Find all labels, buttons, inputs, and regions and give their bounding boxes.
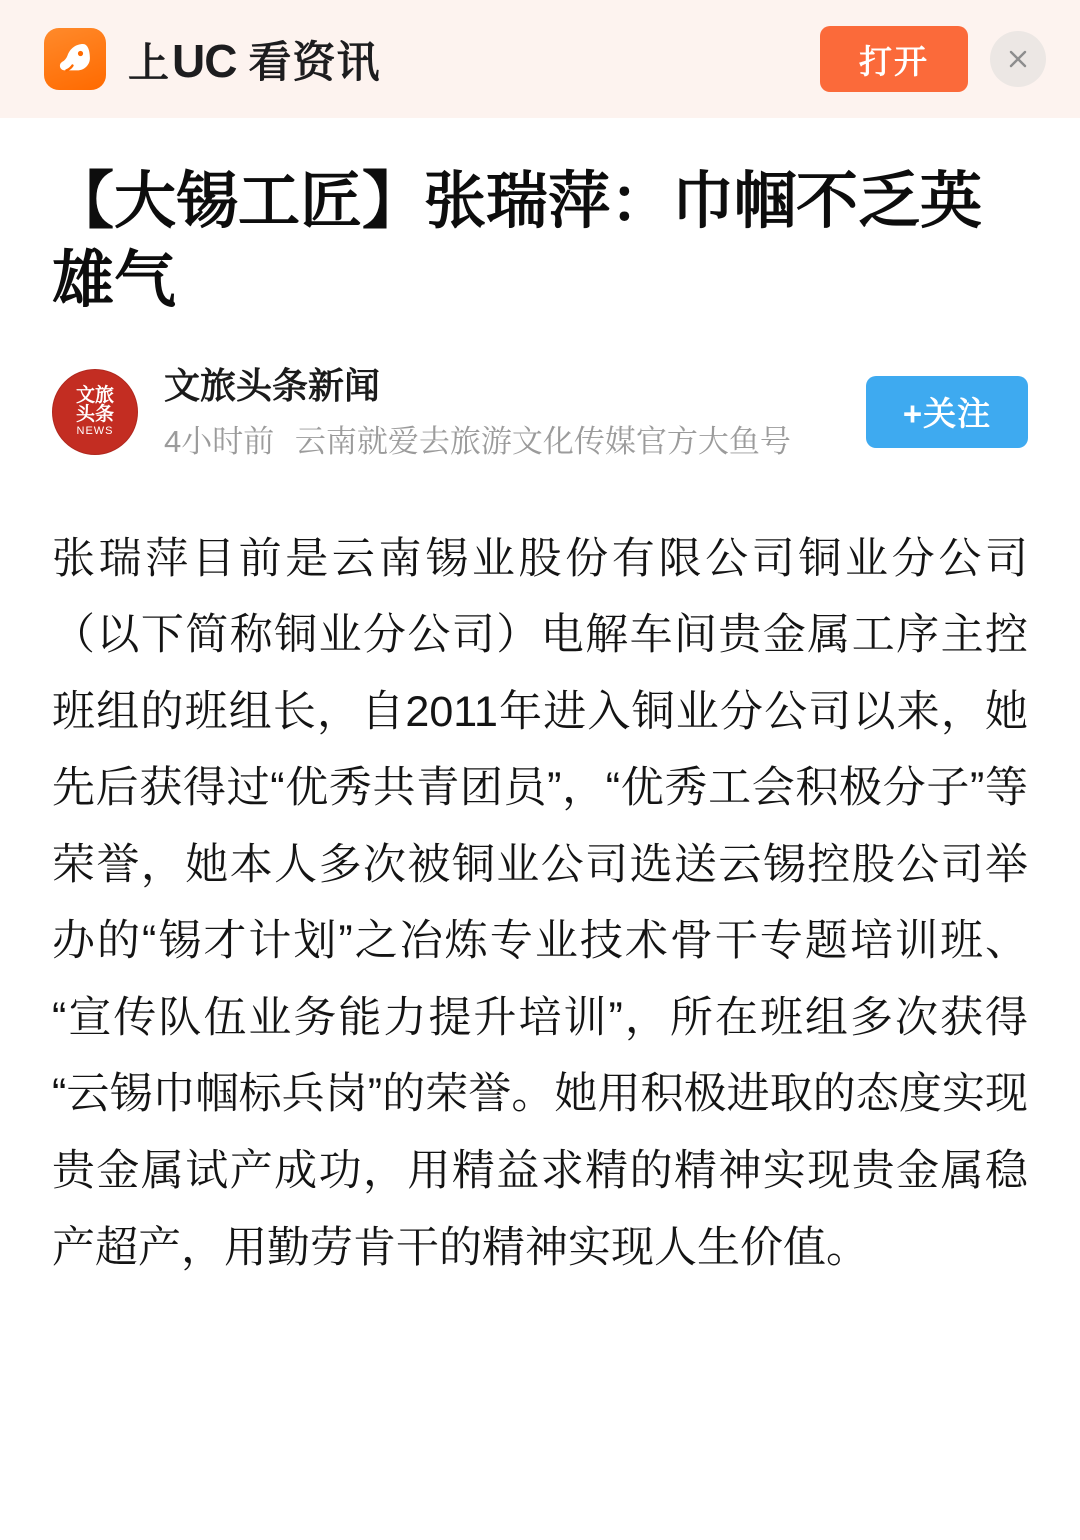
article-meta xyxy=(164,416,866,461)
follow-button[interactable]: +关注 xyxy=(866,376,1028,448)
squirrel-glyph xyxy=(44,28,106,90)
page-title: 【大锡工匠】张瑞萍：巾帼不乏英雄气 xyxy=(52,167,983,316)
promo-banner-left[interactable] xyxy=(44,28,820,90)
avatar-line-1: 文旅 xyxy=(75,384,114,406)
avatar-line-2: 头条 xyxy=(75,404,114,426)
close-icon[interactable] xyxy=(990,31,1046,87)
uc-squirrel-logo-icon xyxy=(44,28,106,90)
article-container xyxy=(0,118,1080,1286)
avatar[interactable] xyxy=(52,369,138,455)
article-body: 张瑞萍目前是云南锡业股份有限公司铜业分公司（以下简称铜业分公司）电解车间贵金属工序主控班组的班组长，自2011年进入铜业分公司以来，她先后获得过“优秀共青团员”，“优秀工会积极分子”等荣誉，她本人多次被铜业公司选送云锡控股公司举办的“锡才计划”之冶炼专业技术骨干专题培训班、“宣传队伍业务能力提升培训”，所在班组多次获得“云锡巾帼标兵岗”的荣誉。她用积极进取的态度实现贵金属试产成功，用精益求精的精神实现贵金属稳产超产，用勤劳肯干的精神实现人生价值。 xyxy=(52,534,1028,1272)
avatar-text xyxy=(53,370,137,454)
article-source: 云南就爱去旅游文化传媒官方大鱼号 xyxy=(294,423,791,459)
uc-promo-banner[interactable] xyxy=(0,0,1080,118)
open-app-button[interactable]: 打开 xyxy=(820,26,968,92)
author-name[interactable]: 文旅头条新闻 xyxy=(164,364,381,406)
promo-text-uc: UC xyxy=(172,34,237,87)
byline-meta xyxy=(164,363,866,461)
promo-text-up: 上 xyxy=(128,39,170,86)
byline xyxy=(52,363,1028,461)
promo-text-suffix: 看资讯 xyxy=(248,38,381,87)
publish-time: 4小时前 xyxy=(164,423,275,459)
avatar-line-3: NEWS xyxy=(76,425,114,438)
promo-banner-text xyxy=(128,29,380,90)
